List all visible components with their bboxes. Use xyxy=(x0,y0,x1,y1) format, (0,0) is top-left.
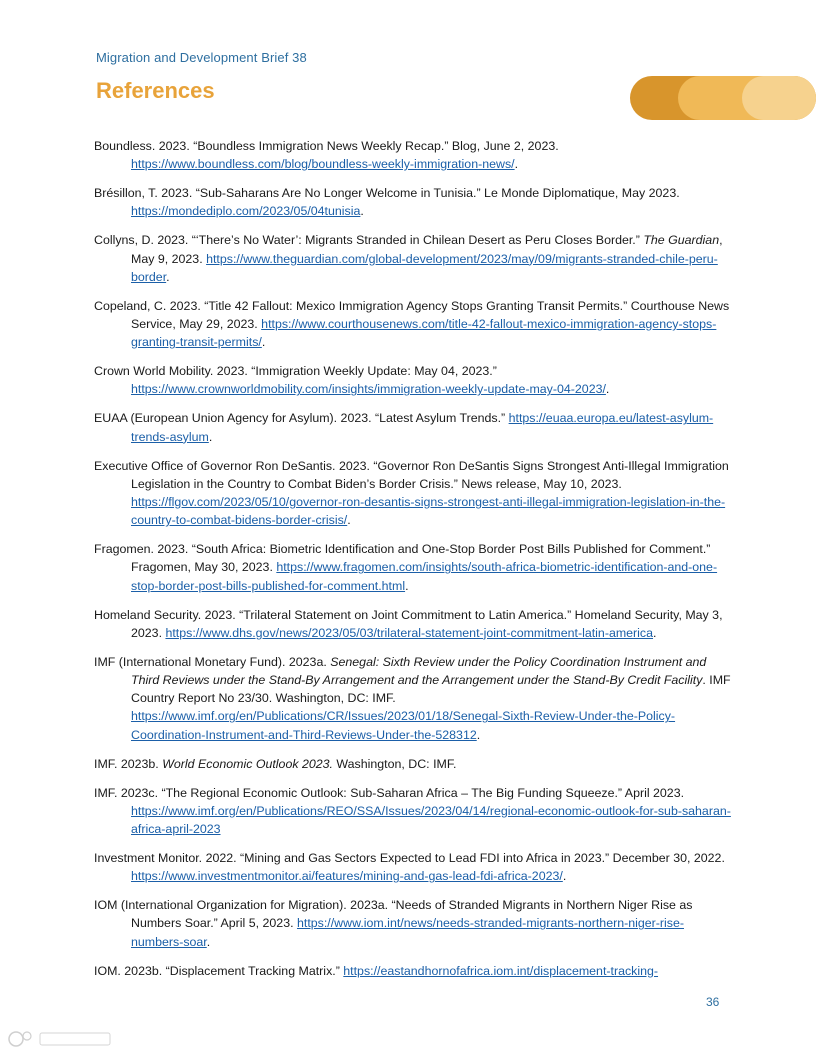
header-decoration xyxy=(600,74,816,122)
reference-entry xyxy=(94,457,734,530)
reference-italic-title: Senegal: Sixth Review under the Policy Coordination Instrument and Third Reviews under the Stand-By Arrangement and the Arrangement under the Stand-By Credit Facility xyxy=(131,654,707,688)
reference-link[interactable]: https://eastandhornofafrica.iom.int/displacement-tracking- xyxy=(343,963,659,978)
reference-italic-title: World Economic Outlook 2023. xyxy=(162,756,333,771)
reference-link[interactable]: https://www.fragomen.com/insights/south-africa-biometric-identification-and-one-stop-border-post-bills-published-for-comment.html xyxy=(131,560,718,593)
reference-text: Executive Office of Governor Ron DeSantis. 2023. “Governor Ron DeSantis Signs Strongest Anti-Illegal Immigration Legislation in the Country to Combat Biden’s Border Crisis.” News release, May 10, 2023. xyxy=(94,458,729,491)
reference-link[interactable]: https://www.imf.org/en/Publications/REO/SSA/Issues/2023/04/14/regional-economic-outlook-for-sub-saharan-africa-april-2023 xyxy=(131,803,731,837)
reference-text: Investment Monitor. 2022. “Mining and Gas Sectors Expected to Lead FDI into Africa in 2023.” December 30, 2022. xyxy=(94,851,725,866)
reference-link[interactable]: https://euaa.europa.eu/latest-asylum-trends-asylum xyxy=(131,411,714,444)
reference-trailing-punctuation: . xyxy=(208,429,213,444)
reference-entry xyxy=(94,784,734,839)
reference-entry xyxy=(94,137,734,173)
reference-text-continued: , May 9, 2023. xyxy=(131,233,723,266)
reference-link[interactable]: https://mondediplo.com/2023/05/04tunisia xyxy=(131,204,361,219)
reference-text: IOM. 2023b. “Displacement Tracking Matrix.” xyxy=(94,963,344,978)
reference-link[interactable]: https://www.dhs.gov/news/2023/05/03/trilateral-statement-joint-commitment-latin-america xyxy=(165,625,654,640)
reference-text: IMF (International Monetary Fund). 2023a. xyxy=(94,654,331,669)
reference-entry xyxy=(94,231,734,286)
reference-text: IMF. 2023c. “The Regional Economic Outlook: Sub-Saharan Africa – The Big Funding Squeeze.” April 2023. xyxy=(94,785,685,800)
reference-entry xyxy=(94,184,734,220)
reference-link[interactable]: https://www.crownworldmobility.com/insights/immigration-weekly-update-may-04-2023/ xyxy=(131,382,606,397)
reference-text: IMF. 2023b. xyxy=(94,756,163,771)
reference-italic-title: The Guardian xyxy=(643,233,720,248)
reference-trailing-punctuation: . xyxy=(405,578,409,593)
reference-text: Brésillon, T. 2023. “Sub-Saharans Are No Longer Welcome in Tunisia.” Le Monde Diplomatique, May 2023. xyxy=(94,186,680,201)
reference-entry xyxy=(94,849,734,885)
watermark-logo xyxy=(6,1028,116,1050)
reference-link[interactable]: https://www.boundless.com/blog/boundless-weekly-immigration-news/ xyxy=(131,157,515,172)
reference-entry xyxy=(94,962,734,980)
reference-entry xyxy=(94,540,734,595)
reference-trailing-punctuation: . xyxy=(347,513,351,528)
reference-trailing-punctuation: . xyxy=(206,934,211,949)
reference-text: Copeland, C. 2023. “Title 42 Fallout: Mexico Immigration Agency Stops Granting Transit Permits.” Courthouse News Service, May 29, 2023. xyxy=(94,298,730,332)
running-header: Migration and Development Brief 38 xyxy=(96,50,307,65)
reference-link[interactable]: https://www.theguardian.com/global-development/2023/may/09/migrants-stranded-chile-peru-border xyxy=(131,251,718,284)
reference-text: EUAA (European Union Agency for Asylum). 2023. “Latest Asylum Trends.” xyxy=(94,411,509,426)
reference-trailing-punctuation: . xyxy=(476,727,481,742)
reference-text: Crown World Mobility. 2023. “Immigration Weekly Update: May 04, 2023.” xyxy=(94,364,497,379)
reference-entry xyxy=(94,653,734,744)
reference-trailing-punctuation: . xyxy=(653,625,657,640)
reference-trailing-punctuation: . xyxy=(562,869,567,884)
reference-link[interactable]: https://www.iom.int/news/needs-stranded-migrants-northern-niger-rise-numbers-soar xyxy=(131,916,684,949)
reference-trailing-punctuation: . xyxy=(360,204,364,219)
reference-text: Fragomen. 2023. “South Africa: Biometric Identification and One-Stop Border Post Bills Published for Comment.” Fragomen, May 30, 2023. xyxy=(94,542,711,575)
reference-entry xyxy=(94,362,734,398)
reference-entry xyxy=(94,409,734,445)
reference-text: Homeland Security. 2023. “Trilateral Statement on Joint Commitment to Latin America.” Homeland Security, May 3, 2023. xyxy=(94,607,723,640)
reference-text: Boundless. 2023. “Boundless Immigration News Weekly Recap.” Blog, June 2, 2023. xyxy=(94,139,559,153)
reference-trailing-punctuation: . xyxy=(261,335,266,350)
reference-trailing-punctuation: . xyxy=(605,382,610,397)
page-number: 36 xyxy=(706,995,720,1009)
reference-text: IOM (International Organization for Migration). 2023a. “Needs of Stranded Migrants in Northern Niger Rise as Numbers Soar.” April 5, 2023. xyxy=(94,898,693,931)
reference-text-continued: . IMF Country Report No 23/30. Washington, DC: IMF. xyxy=(131,673,731,706)
reference-text-continued: Washington, DC: IMF. xyxy=(332,756,457,771)
reference-entry xyxy=(94,606,734,642)
reference-link[interactable]: https://www.imf.org/en/Publications/CR/Issues/2023/01/18/Senegal-Sixth-Review-Under-the-Policy-Coordination-Instrument-and-Third-Reviews-Under-the-528312 xyxy=(131,709,676,742)
reference-list xyxy=(94,137,734,991)
reference-entry xyxy=(94,896,734,951)
reference-text: Collyns, D. 2023. “‘There’s No Water’: Migrants Stranded in Chilean Desert as Peru Closes Border.” xyxy=(94,233,644,248)
section-title: References xyxy=(96,78,215,103)
reference-trailing-punctuation: . xyxy=(166,269,170,284)
reference-entry xyxy=(94,297,734,352)
reference-entry xyxy=(94,755,734,773)
reference-trailing-punctuation: . xyxy=(514,157,519,172)
reference-link[interactable]: https://www.courthousenews.com/title-42-fallout-mexico-immigration-agency-stops-granting-transit-permits/ xyxy=(131,317,717,350)
reference-link[interactable]: https://www.investmentmonitor.ai/features/mining-and-gas-lead-fdi-africa-2023/ xyxy=(131,869,563,884)
reference-link[interactable]: https://flgov.com/2023/05/10/governor-ron-desantis-signs-strongest-anti-illegal-immigration-legislation-in-the-country-to-combat-bidens-border-crisis/ xyxy=(131,495,726,528)
